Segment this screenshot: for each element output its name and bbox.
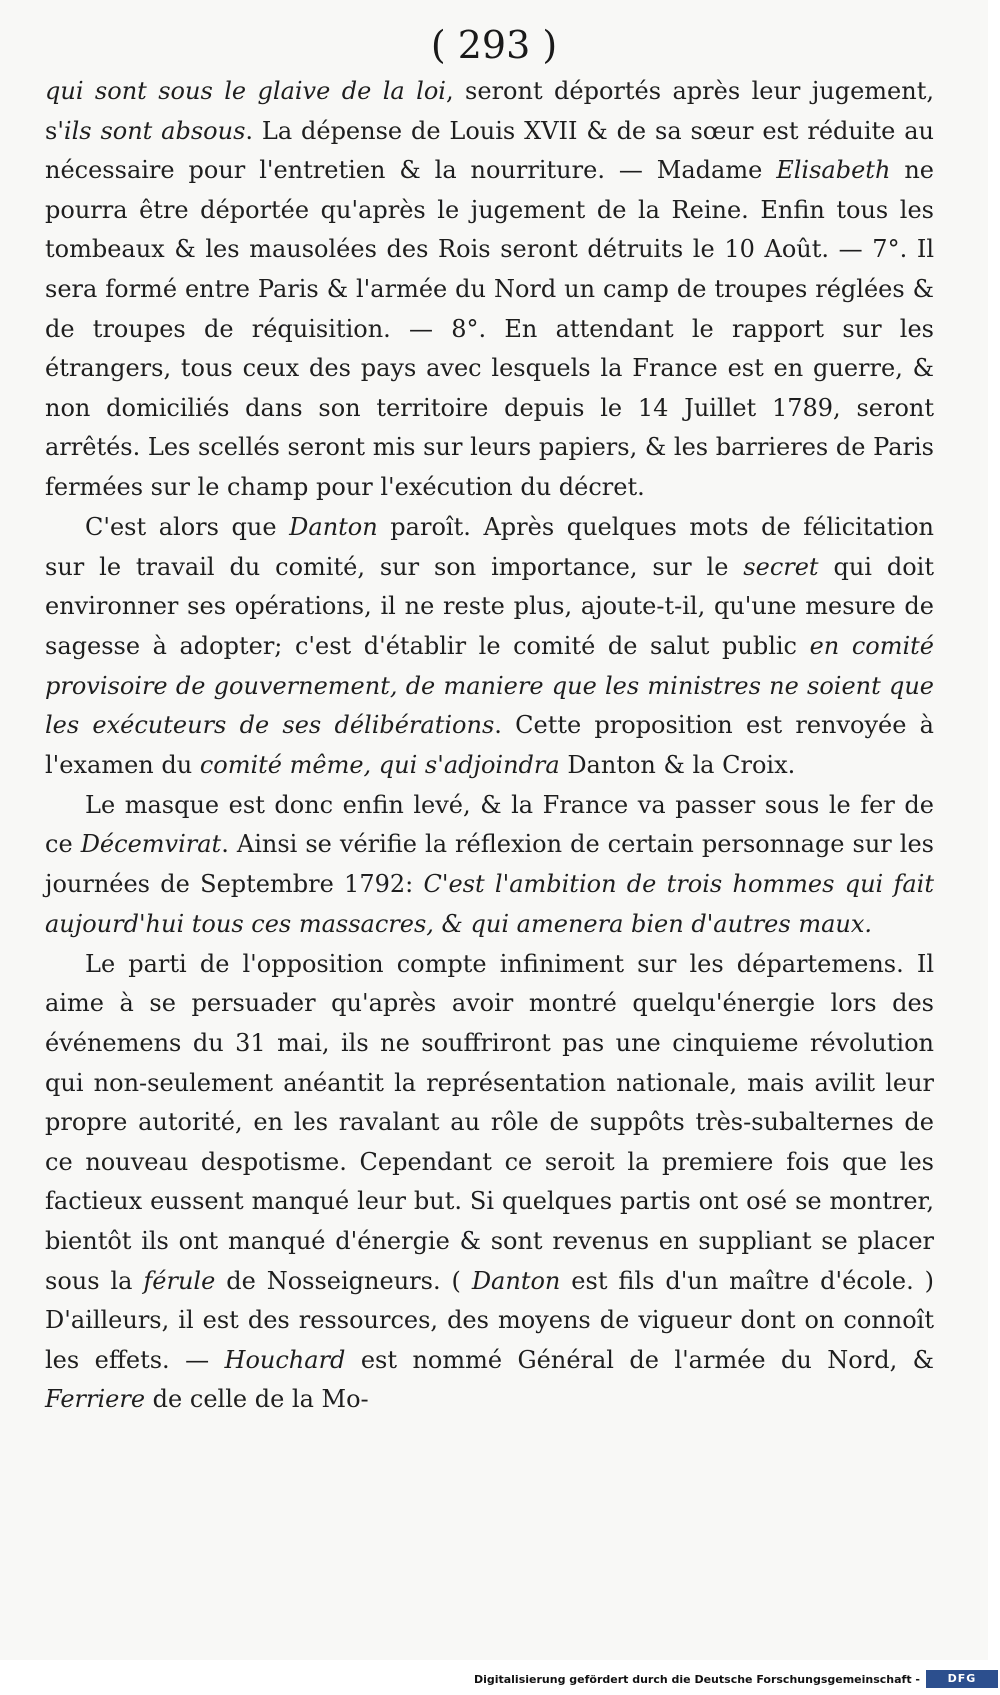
paragraph-4-text-5: de celle de la Mo- (145, 1385, 369, 1414)
paragraph-3-italic-2: C'est l'ambition de trois hommes qui fait aujourd'hui tous ces massacres, & qui amenera bien d'autres maux. (45, 870, 935, 938)
paragraph-1-italic-2: ils sont absous (63, 116, 246, 145)
paragraph-2-italic-3: en comité provisoire de gouvernement, de maniere que les ministres ne soient que les exécuteurs de ses délibérations (45, 631, 934, 740)
paragraph-2-italic-4: comité même, qui s'adjoindra (199, 750, 560, 779)
digitization-credit: Digitalisierung gefördert durch die Deutsche Forschungsgemeinschaft - (473, 1673, 920, 1686)
paragraph-1 (45, 72, 934, 508)
paragraph-2-italic-1: Danton (289, 513, 378, 542)
paragraph-4-italic-1: férule (143, 1266, 216, 1295)
paragraph-3-text-2: . Ainsi se vérifie la réflexion de certain personnage sur les journées de Septembre 1792: (45, 830, 935, 899)
paragraph-2-text-3: qui doit environner ses opérations, il ne reste plus, ajoute-t-il, qu'une mesure de sagesse à adopter; c'est d'établir le comité de salut public (45, 552, 934, 660)
paragraph-4-italic-4: Ferriere (45, 1385, 146, 1414)
paragraph-4-italic-3: Houchard (224, 1345, 346, 1374)
paragraph-3-italic-1: Décemvirat (80, 830, 222, 859)
dfg-logo: DFG (926, 1670, 998, 1688)
body-text (45, 72, 934, 1420)
paragraph-4-text-3: est fils d'un maître d'école. ) D'ailleurs, il est des ressources, des moyens de vigueur dont on connoît les effets. — (45, 1266, 934, 1374)
paragraph-1-italic-1: qui sont sous le glaive de la loi (45, 77, 446, 105)
paragraph-1-text-3: ne pourra être déportée qu'après le jugement de la Reine. Enfin tous les tombeaux & les mausolées des Rois seront détruits le 10 Août. — 7°. Il sera formé entre Paris & l'armée du Nord un camp de troupes réglées & de troupes de réquisition. — 8°. En attendant le rapport sur les étrangers, tous ceux des pays avec lesquels la France est en guerre, & non domiciliés dans son territoire depuis le 14 Juillet 1789, seront arrêtés. Les scellés seront mis sur leurs papiers, & les barrieres de Paris fermées sur le champ pour l'exécution du décret. (45, 156, 934, 501)
paragraph-2 (45, 508, 934, 785)
paragraph-4-text-1: Le parti de l'opposition compte infiniment sur les départemens. Il aime à se persuader qu'après avoir montré quelqu'énergie lors des événemens du 31 mai, ils ne souffriront pas une cinquieme révolution qui non-seulement anéantit la représentation nationale, mais avilit leur propre autorité, en les ravalant au rôle de suppôts très-subalternes de ce nouveau despotisme. Cependant ce seroit la premiere fois que les factieux eussent manqué leur but. Si quelques partis ont osé se montrer, bientôt ils ont manqué d'énergie & sont revenus en suppliant se placer sous la (45, 949, 934, 1295)
paragraph-3-text-1: Le masque est donc enfin levé, & la France va passer sous le fer de ce (45, 790, 934, 859)
paragraph-1-text-1: , seront déportés après leur jugement, s' (45, 77, 934, 145)
paragraph-2-text-5: Danton & la Croix. (559, 750, 796, 779)
paragraph-2-text-2: paroît. Après quelques mots de félicitation sur le travail du comité, sur son importance, sur le (45, 513, 935, 581)
paragraph-2-text-4: . Cette proposition est renvoyée à l'examen du (45, 711, 934, 779)
paragraph-4-text-4: est nommé Général de l'armée du Nord, & (345, 1345, 934, 1374)
paragraph-1-italic-3: Elisabeth (776, 156, 891, 185)
paragraph-4-italic-2: Danton (471, 1266, 561, 1295)
paragraph-2-text-1: C'est alors que (85, 513, 290, 542)
paragraph-2-italic-2: secret (743, 552, 819, 581)
paragraph-3 (45, 786, 934, 944)
paragraph-4 (45, 945, 934, 1420)
paragraph-4-text-2: de Nosseigneurs. ( (215, 1266, 472, 1295)
page-number: ( 293 ) (430, 23, 558, 67)
paragraph-1-text-2: . La dépense de Louis XVII & de sa sœur est réduite au nécessaire pour l'entretien & la nourriture. — Madame (45, 116, 934, 185)
